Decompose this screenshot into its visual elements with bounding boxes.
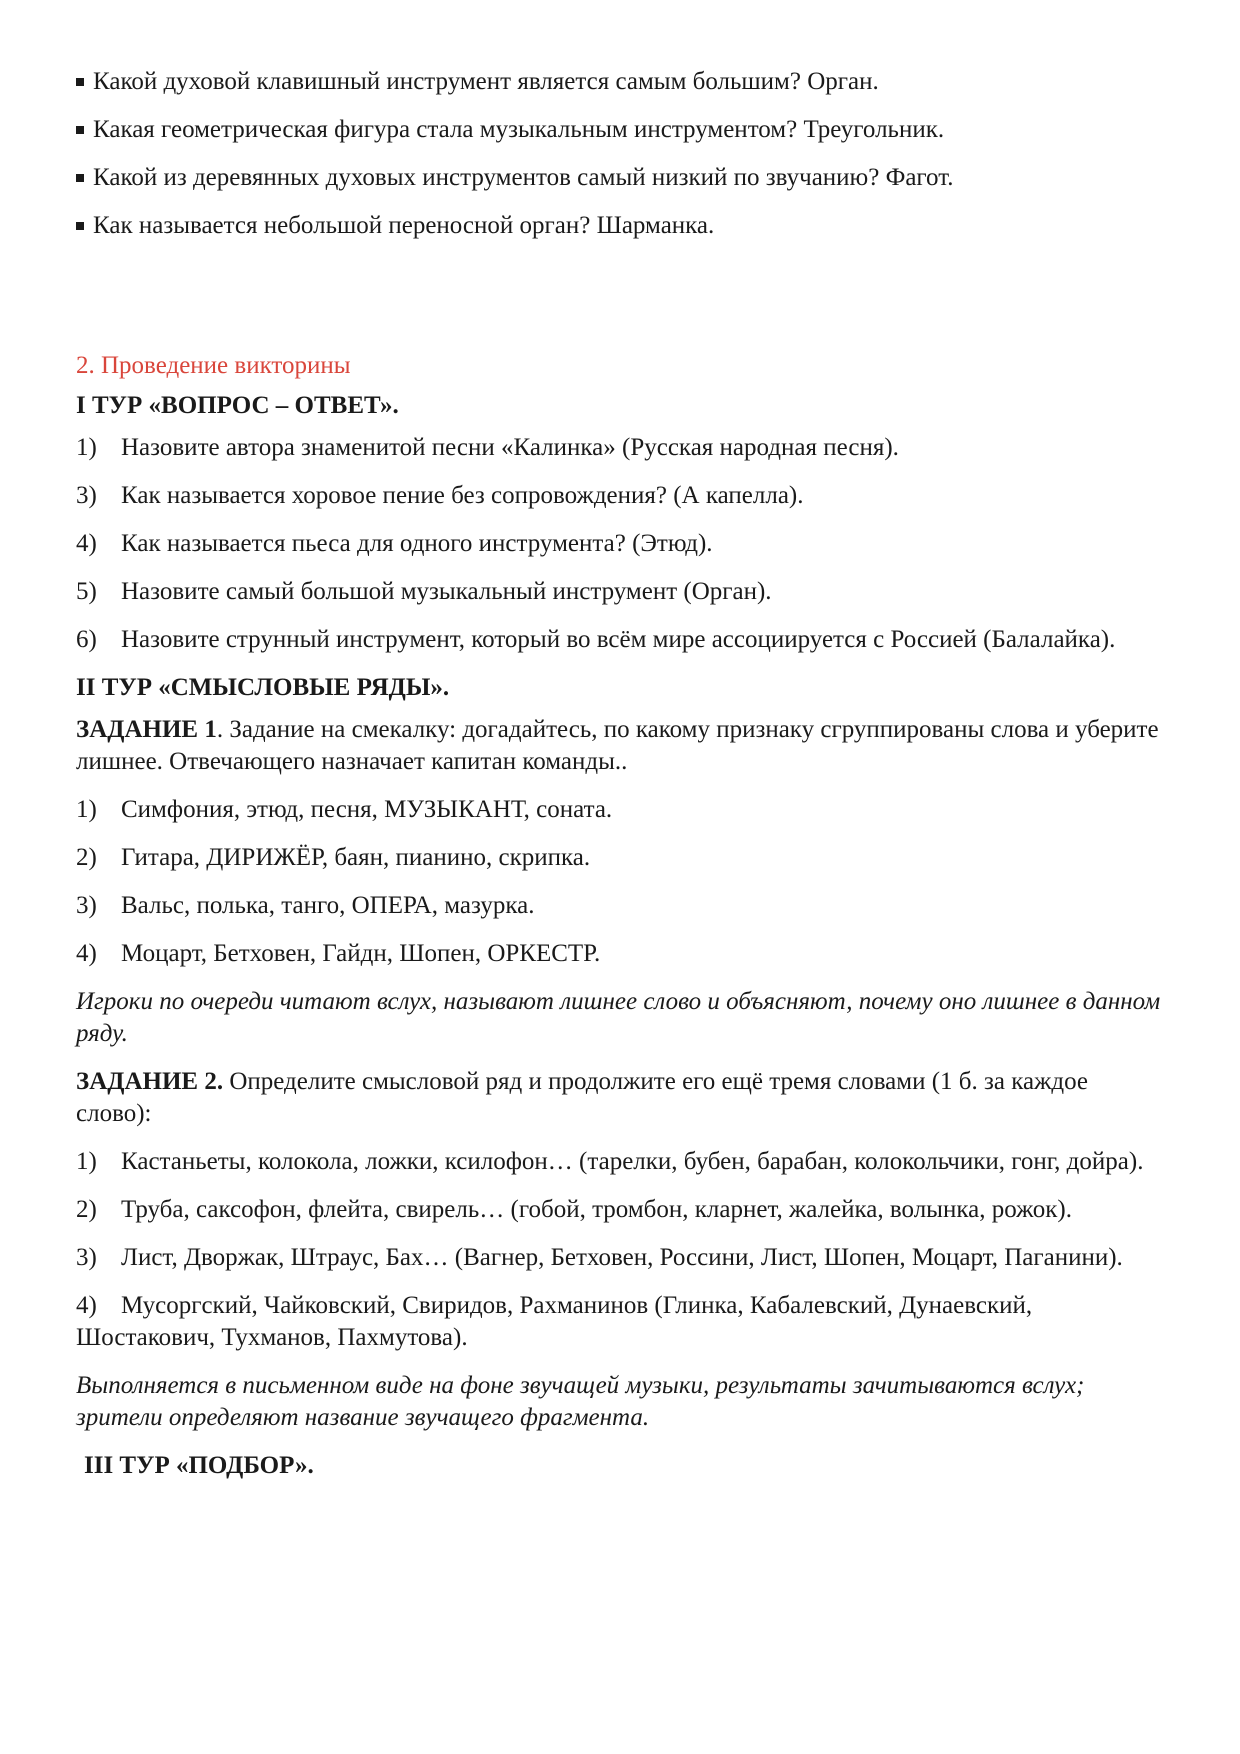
list-item: 1) Назовите автора знаменитой песни «Калинка» (Русская народная песня).	[76, 434, 899, 461]
list-item: 1) Кастаньеты, колокола, ложки, ксилофон… (тарелки, бубен, барабан, колокольчики, гонг, дойра).	[76, 1148, 1144, 1175]
task-1-note: Игроки по очереди читают вслух, называют лишнее слово и объясняют, почему оно лишнее в данном ряду.	[76, 988, 1161, 1047]
list-item: Как называется небольшой переносной орган? Шарманка.	[76, 210, 1166, 242]
task-1-items	[76, 794, 1166, 970]
task-2-text: Определите смысловой ряд и продолжите его ещё тремя словами (1 б. за каждое слово):	[76, 1068, 1088, 1127]
task-1-text: . Задание на смекалку: догадайтесь, по какому признаку сгруппированы слова и уберите лишнее. Отвечающего назначает капитан команды..	[76, 716, 1159, 775]
tour-1-questions	[76, 432, 1166, 656]
list-item: 3) Как называется хоровое пение без сопровождения? (А капелла).	[76, 482, 804, 509]
tour-2-title: II ТУР «СМЫСЛОВЫЕ РЯДЫ».	[76, 674, 450, 701]
tour-1-title: I ТУР «ВОПРОС – ОТВЕТ».	[76, 392, 399, 419]
list-item: 4) Мусоргский, Чайковский, Свиридов, Рахманинов (Глинка, Кабалевский, Дунаевский, Шостакович, Тухманов, Пахмутова).	[76, 1292, 1033, 1351]
list-item: 3) Лист, Дворжак, Штраус, Бах… (Вагнер, Бетховен, Россини, Лист, Шопен, Моцарт, Паганини).	[76, 1244, 1123, 1271]
task-2-label: ЗАДАНИЕ 2.	[76, 1068, 224, 1095]
task-2-items	[76, 1146, 1166, 1354]
task-2-note: Выполняется в письменном виде на фоне звучащей музыки, результаты зачитываются вслух; зрители определяют название звучащего фрагмента.	[76, 1372, 1085, 1431]
document-page	[76, 66, 1166, 1482]
square-bullet-icon	[76, 222, 84, 230]
list-item: Какой духовой клавишный инструмент является самым большим? Орган.	[76, 66, 1166, 98]
square-bullet-icon	[76, 78, 84, 86]
list-item: 4) Моцарт, Бетховен, Гайдн, Шопен, ОРКЕСТР.	[76, 940, 601, 967]
square-bullet-icon	[76, 126, 84, 134]
list-item: 6) Назовите струнный инструмент, который во всём мире ассоциируется с Россией (Балалайка).	[76, 626, 1116, 653]
task-1	[76, 714, 1166, 778]
list-item: 2) Гитара, ДИРИЖЁР, баян, пианино, скрипка.	[76, 844, 591, 871]
section-title: 2. Проведение викторины	[76, 352, 351, 379]
bullet-list	[76, 66, 1166, 242]
task-1-label: ЗАДАНИЕ 1	[76, 716, 217, 743]
list-item: 1) Симфония, этюд, песня, МУЗЫКАНТ, соната.	[76, 796, 613, 823]
list-item: 2) Труба, саксофон, флейта, свирель… (гобой, тромбон, кларнет, жалейка, волынка, рожок).	[76, 1196, 1072, 1223]
list-item: 5) Назовите самый большой музыкальный инструмент (Орган).	[76, 578, 772, 605]
tour-3-title: III ТУР «ПОДБОР».	[84, 1452, 314, 1479]
list-item: 3) Вальс, полька, танго, ОПЕРА, мазурка.	[76, 892, 535, 919]
square-bullet-icon	[76, 174, 84, 182]
list-item: Какой из деревянных духовых инструментов самый низкий по звучанию? Фагот.	[76, 162, 1166, 194]
task-2	[76, 1066, 1166, 1130]
list-item: 4) Как называется пьеса для одного инструмента? (Этюд).	[76, 530, 713, 557]
list-item: Какая геометрическая фигура стала музыкальным инструментом? Треугольник.	[76, 114, 1166, 146]
